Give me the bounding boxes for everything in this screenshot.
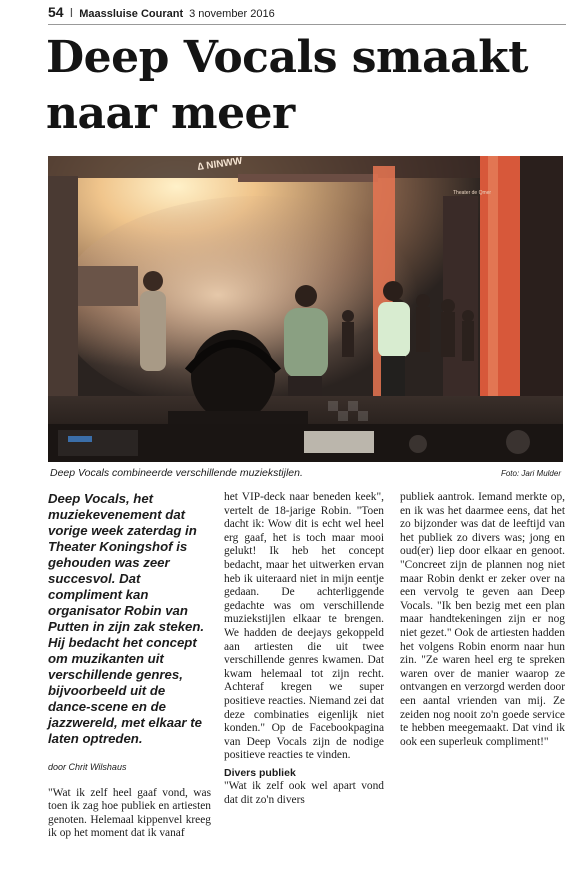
article-photo [48, 156, 563, 462]
article-subhead: Divers publiek [224, 766, 296, 779]
issue-date: 3 november 2016 [189, 8, 275, 20]
article-body-col1: "Wat ik zelf heel gaaf vond, was toen ik zag hoe publiek en artiesten genoten. Helemaal kippenvel kreeg ik op het moment dat ik vanaf [48, 786, 211, 840]
photo-caption: Deep Vocals combineerde verschillende muziekstijlen. [50, 467, 303, 479]
photo-credit: Foto: Jari Mulder [500, 469, 561, 478]
venue-sign-right: Theater de Qmer [453, 190, 492, 196]
photo-caption-row [48, 465, 563, 483]
article-column-1 [48, 491, 211, 841]
page-header [48, 4, 554, 22]
page-number: 54 [48, 4, 64, 20]
header-rule [48, 24, 566, 25]
article-byline: door Chrit Wilshaus [48, 762, 127, 772]
article-body-col2: het VIP-deck naar beneden keek", vertelt de 18-jarige Robin. "Toen dacht ik: Wow dit is echt wel heel erg gaaf, het is toch maar mooi gelukt! Ik heb het concept bedacht, maar het uitwerken ervan heb ik uiteraard niet in mijn eentje gedaan. De achterliggende gedachte was om verschillende muziekstijlen elkaar te brengen. We hadden de deejays gekoppeld aan artiesten die uit twee verschillende genres kwamen. Dat kwam helemaal tot zijn recht. Achteraf kregen we super positieve reacties. Niemand zei dat deze combinaties eigenlijk niet konden." Op de Facebookpagina van Deep Vocals zijn de nodige positieve reacties te vinden. [224, 491, 384, 762]
article-body-col3: publiek aantrok. Iemand merkte op, en ik was het daarmee eens, dat het zo bijzonder was dat de leeftijd van het publiek zo divers was; jong en oud(er) liep door elkaar en genoot. "Concreet zijn de plannen nog niet maar Robin denkt er zeker over na een vervolg te geven aan Deep Vocals. "Ik ben bezig met een plan maar handtekeningen zijn er nog niet gezet." Ook de artiesten hadden het volgens Robin enorm naar hun zin. "Ze waren heel erg te spreken waren over de manier waarop ze ontvangen en verzorgd werden door een aantal vrienden van mij. Ze zeiden nog nooit zo'n goede service te hebben meegemaakt. Dat vind ik ook een superleuk compliment!" [400, 491, 565, 748]
venue-sign-left: ∆ NINWW [196, 156, 243, 173]
article-column-2 [224, 491, 384, 808]
article-column-3 [400, 491, 565, 749]
article-body-col2-after: "Wat ik zelf ook wel apart vond dat dit zo'n divers [224, 780, 384, 807]
article-intro: Deep Vocals, het muziekevenement dat vorige week zaterdag in Theater Koningshof is gehouden was zeer succesvol. Dat compliment kan organisator Robin van Putten in zijn zak steken. Hij bedacht het concept om muzikanten uit verschillende genres, bijvoorbeeld uit de dance-scene en de jazzwereld, met elkaar te laten optreden. [48, 491, 205, 746]
newspaper-name: Maassluise Courant [79, 8, 184, 20]
header-separator: I [69, 5, 74, 20]
article-headline: Deep Vocals smaakt naar meer [46, 32, 528, 139]
